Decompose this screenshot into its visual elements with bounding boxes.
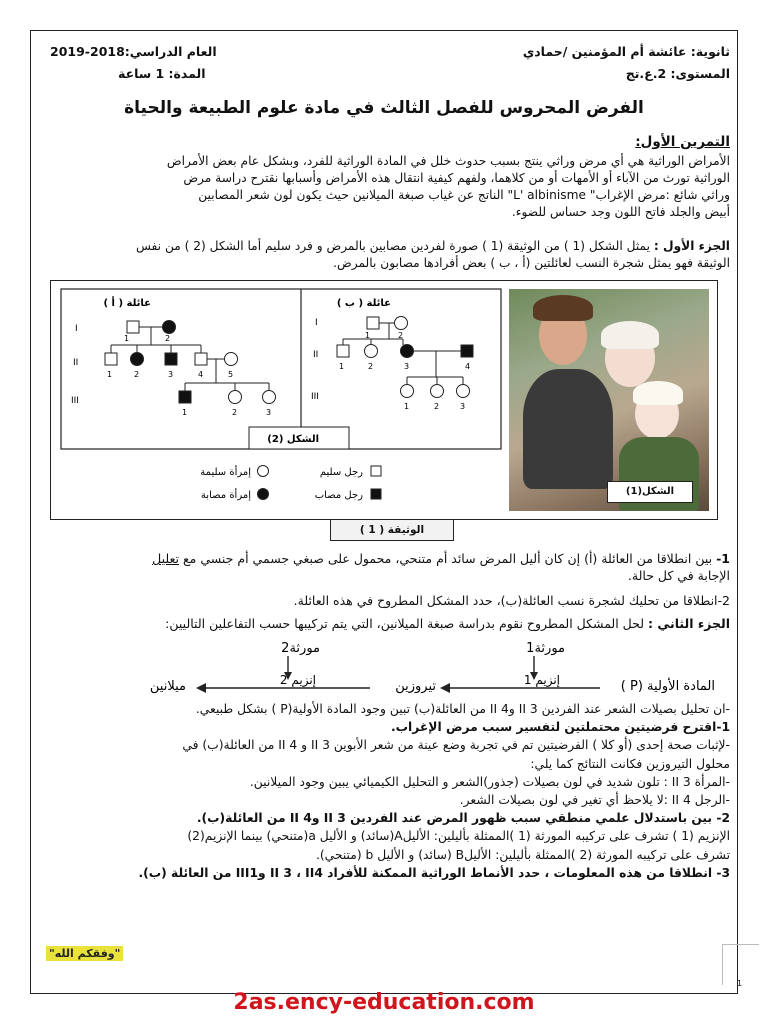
duration: المدة: 1 ساعة — [118, 66, 206, 81]
legend-affected-female: إمرأة مصابة — [200, 490, 251, 501]
question-2: 2-انطلاقا من تحليك لشجرة نسب العائلة(ب)، حدد المشكل المطروح في هذه العائلة. — [293, 593, 730, 608]
melanin-label: ميلانين — [149, 679, 186, 694]
analysis-section: -ان تحليل بصيلات الشعر عند الفردين II 3 وII 4 من العائلة(ب) تبين وجود المادة الأولية(P ) بشكل طبيعي. 1-اقترح فرضيتين محتملتين لتفسير سبب مرض الإغراب. -لإثبات صحة إحدى (أو كلا ) الفرضيتين تم في تجربة وضع عينة من شعر الأبوين II 3 و II 4 من العائلة(ب) في محلول التيروزين فكانت النتائج كما يلي: -المرأة II 3 : تلون شديد في لون بصيلات (جذور)الشعر و التحليل الكيميائي يبين وجود الميلانين. -الرجل II 4 :لا يلاحظ أي تغير في لون بصيلات الشعر. 2- بين باستدلال علمي منطقي سبب ظهور المرض عند الفردين II 3 وII 4 من العائلة(ب). الإنزيم (1 ) تشرف على تركيبه المورثة (1 )الممثلة بأليلين: الأليلA(سائد) و الأليل a(متنحي) بينما الإنزيم(2) تشرف على تركيبه المورثة (2 )الممثلة بأليلين: الأليلB (سائد) و الأليل b (متنحي). 3- انطلاقا من هذه المعلومات ، حدد الأنماط الوراثية الممكنة للأفراد II 3 ، II4 وIII1 من العائلة (ب). — [138, 702, 730, 880]
b-II-1-male — [337, 345, 349, 357]
svg-text:2: 2 — [434, 402, 440, 411]
legend-affected-male-icon — [371, 489, 381, 499]
a-II-4-male — [195, 353, 207, 365]
b-III-2-female — [431, 385, 444, 398]
gen-label-b-3: III — [311, 392, 319, 402]
a-I-2-num: 2 — [165, 334, 171, 343]
svg-text:2: 2 — [134, 370, 140, 379]
svg-text:1: 1 — [107, 370, 113, 379]
part1-label: الجزء الأول : — [653, 239, 730, 253]
a-III-1-male-affected — [179, 391, 191, 403]
a-I-1-num: 1 — [124, 334, 130, 343]
legend-affected-female-icon — [258, 489, 269, 500]
svg-text:1: 1 — [339, 362, 345, 371]
albinism-photo — [509, 289, 709, 511]
start-substance: المادة الأولية (P ) — [620, 679, 715, 694]
legend-affected-male: رجل مصاب — [314, 490, 363, 501]
enzyme2-label: إنزيم 2 — [279, 673, 316, 687]
shape1-caption: الشكل(1) — [607, 481, 693, 503]
enzyme1-label: إنزيم 1 — [523, 673, 560, 687]
school-name: ثانوية: عائشة أم المؤمنين /حمادي — [522, 44, 730, 59]
gen-label-a-1: I — [75, 324, 78, 334]
shape2-caption: الشكل (2) — [267, 434, 319, 445]
part1-line1: يمثل الشكل (1 ) من الوثيقة (1 ) صورة لفردين مصابين بالمرض و فرد سليم أما الشكل (2 ) من نفس — [135, 239, 650, 253]
part2-text: الجزء الثاني : لحل المشكل المطروح نقوم بدراسة صبغة الميلانين، التي يتم تركيبها حسب التفاعلين التاليين: — [165, 616, 730, 631]
a-II-3-male-affected — [165, 353, 177, 365]
level: المستوى: 2.ع.تج — [625, 66, 730, 81]
b-II-3-female-affected — [401, 345, 414, 358]
gen-label-a-2: II — [73, 358, 79, 368]
footer-website[interactable]: 2as.ency-education.com — [233, 990, 535, 1015]
tyrosine-label: تيروزين — [395, 679, 436, 694]
intro-paragraph — [40, 153, 730, 221]
legend-healthy-male-icon — [371, 466, 381, 476]
svg-text:3: 3 — [266, 408, 272, 417]
page-title: الفرض المحروس للفصل الثالث في مادة علوم الطبيعة والحياة — [124, 98, 644, 118]
b-III-3-female — [457, 385, 470, 398]
a-III-3-female — [263, 391, 276, 404]
a-II-2-female-affected — [131, 353, 144, 366]
svg-text:1: 1 — [182, 408, 188, 417]
intro-line: الوراثية تورث من الآباء أو الأمهات أو من كلاهما، ولفهم كيفية انتقال هذه الأمراض وأسبابها نقترح دراسة مرض — [183, 171, 730, 185]
svg-text:1: 1 — [365, 331, 371, 340]
family-a-label: عائلة ( أ ) — [103, 298, 151, 309]
exercise-title: التمرين الأول: — [635, 134, 730, 150]
question-1: 1- بين انطلاقا من العائلة (أ) إن كان أليل المرض سائد أم متنحي، محمول على صبغي جسمي أم جنسي مع تعليل الإجابة في كل حالة. — [152, 551, 730, 583]
svg-text:2: 2 — [368, 362, 374, 371]
svg-text:5: 5 — [228, 370, 234, 379]
a-III-2-female — [229, 391, 242, 404]
gene2-label: مورثة2 — [281, 641, 320, 656]
svg-text:3: 3 — [404, 362, 410, 371]
document-figure — [50, 280, 718, 520]
reaction-scheme — [110, 636, 730, 700]
legend-healthy-female-icon — [258, 466, 269, 477]
svg-text:1: 1 — [404, 402, 410, 411]
svg-text:3: 3 — [460, 402, 466, 411]
pedigree-frame — [61, 289, 501, 449]
legend-healthy-male: رجل سليم — [319, 467, 363, 478]
document-caption: الوثيقة ( 1 ) — [330, 519, 454, 541]
a-II-5-female — [225, 353, 238, 366]
family-b-label: عائلة ( ب ) — [336, 298, 391, 309]
part2-label: الجزء الثاني : — [648, 616, 730, 631]
school-year: العام الدراسي:2018-2019 — [50, 44, 217, 59]
intro-line: وراثي شائع :مرض الإغراب" L' albinisme" الناتج عن غياب صبغة الميلانين حيث يكون لون شعر المصابين — [198, 188, 730, 202]
svg-text:2: 2 — [398, 331, 404, 340]
intro-line: الأمراض الوراثية هي أي مرض وراثي ينتج بسبب حدوث خلل في المادة الوراثية للفرد، وبشكل عام بعض الأمراض — [166, 154, 730, 168]
intro-line: أبيض والجلد فاتح اللون وجد حساس للضوء. — [511, 205, 730, 219]
part1-text — [40, 238, 730, 272]
b-III-1-female — [401, 385, 414, 398]
gen-label-a-3: III — [71, 396, 79, 406]
svg-text:3: 3 — [168, 370, 174, 379]
gen-label-b-1: I — [315, 318, 318, 328]
svg-text:2: 2 — [232, 408, 238, 417]
page-number-corner — [722, 944, 759, 988]
b-II-4-male-affected — [461, 345, 473, 357]
part1-line2: الوثيقة فهو يمثل شجرة النسب لعائلتين (أ ، ب ) بعض أفرادها مصابون بالمرض. — [333, 256, 730, 270]
legend-healthy-female: إمرأة سليمة — [200, 467, 251, 478]
page-number: 1 — [737, 979, 743, 988]
b-I-1-male — [367, 317, 379, 329]
gene1-label: مورثة1 — [526, 641, 565, 656]
svg-text:4: 4 — [198, 370, 204, 379]
gen-label-b-2: II — [313, 350, 319, 360]
a-I-2-female-affected — [163, 321, 176, 334]
svg-text:4: 4 — [465, 362, 471, 371]
b-I-2-female — [395, 317, 408, 330]
closing-wish: "وفقكم الله" — [46, 946, 123, 961]
a-II-1-male — [105, 353, 117, 365]
b-II-2-female — [365, 345, 378, 358]
a-I-1-male — [127, 321, 139, 333]
